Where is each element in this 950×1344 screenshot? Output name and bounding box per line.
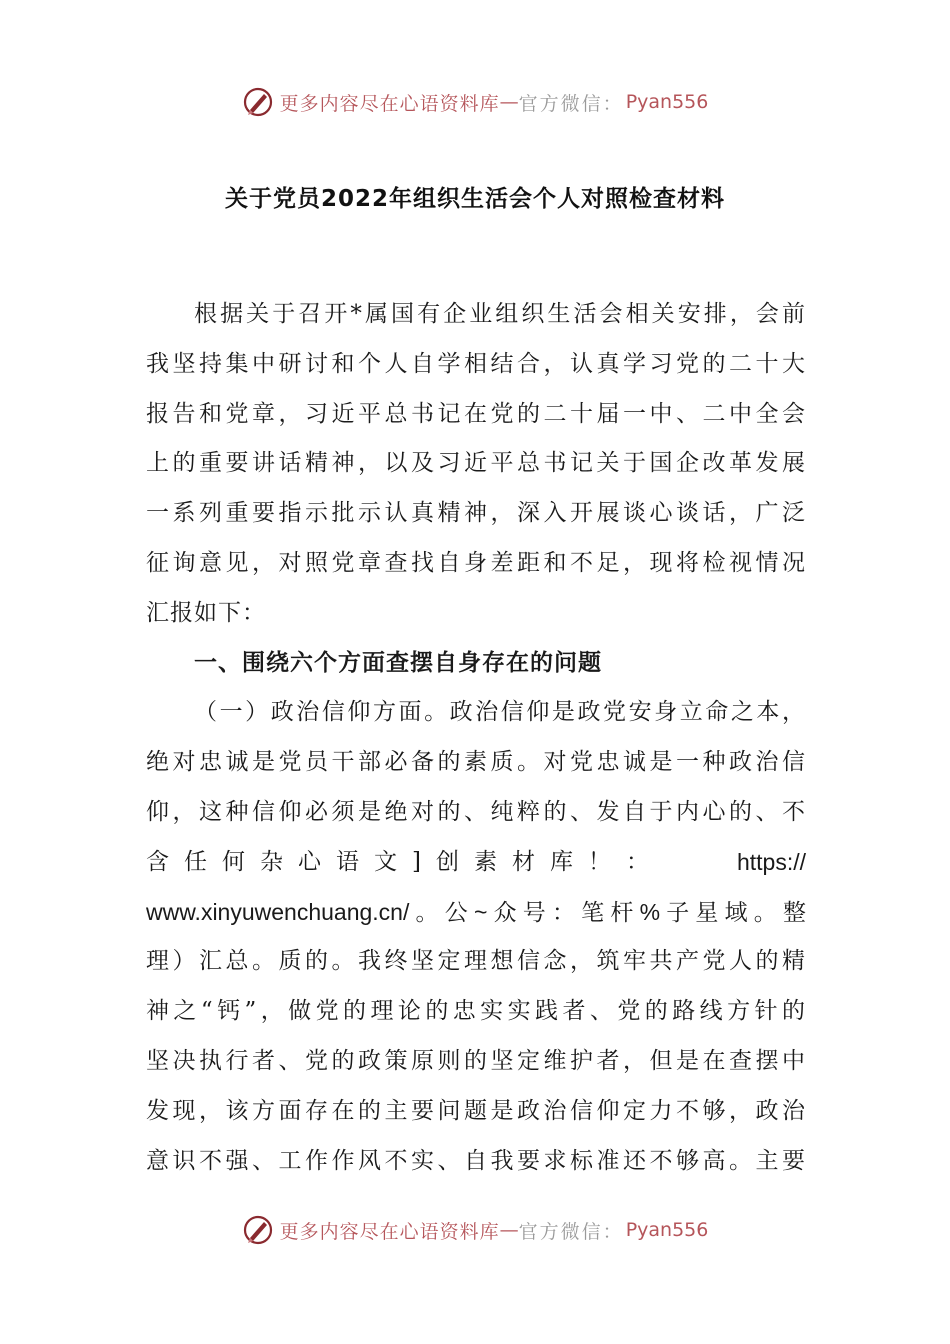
- header-banner: [0, 82, 950, 122]
- text-line: 理）汇总。质的。我终坚定理想信念，筑牢共产党人的精: [146, 948, 806, 975]
- document-title: 关于党员2022年组织生活会个人对照检查材料: [224, 186, 725, 212]
- banner-wechat-id: Pyan556: [625, 91, 709, 113]
- text-line: 征询意见，对照党章查找自身差距和不足，现将检视情况: [146, 549, 806, 576]
- url-fragment: https://: [736, 848, 806, 875]
- footer-banner: [0, 1210, 950, 1250]
- banner-wechat-id: Pyan556: [625, 1219, 709, 1241]
- pen-logo-icon: [242, 1214, 274, 1246]
- banner-brand-text: 更多内容尽在心语资料库: [279, 1220, 500, 1243]
- text-line: 报告和党章，习近平总书记在党的二十届一中、二中全会: [146, 400, 806, 427]
- text-line: 汇报如下：: [146, 599, 266, 626]
- pen-logo-icon: [242, 86, 274, 118]
- banner-official-label: 官方微信：: [518, 1220, 624, 1243]
- text-line: www.xinyuwenchuang.cn/。公~众号：笔杆%子星域。整: [146, 898, 806, 925]
- banner-official-label: 官方微信：: [518, 92, 624, 115]
- text-line: 意识不强、工作作风不实、自我要求标准还不够高。主要: [146, 1147, 806, 1174]
- text-line: 绝对忠诚是党员干部必备的素质。对党忠诚是一种政治信: [146, 749, 806, 776]
- text-line-segment: 含任何杂心语文]创素材库！：: [146, 848, 664, 875]
- text-line: 一系列重要指示批示认真精神，深入开展谈心谈话，广泛: [146, 500, 806, 527]
- text-line: 根据关于召开*属国有企业组织生活会相关安排，会前: [194, 301, 806, 327]
- banner-brand-text: 更多内容尽在心语资料库: [279, 92, 500, 115]
- text-line: 我坚持集中研讨和个人自学相结合，认真学习党的二十大: [146, 350, 806, 377]
- text-line: 坚决执行者、党的政策原则的坚定维护者，但是在查摆中: [146, 1047, 806, 1074]
- section-heading: 一、围绕六个方面查摆自身存在的问题: [194, 649, 602, 676]
- document-body: [146, 290, 806, 1186]
- text-line: 发现，该方面存在的主要问题是政治信仰定力不够，政治: [146, 1097, 806, 1124]
- text-line: （一）政治信仰方面。政治信仰是政党安身立命之本，: [194, 699, 806, 726]
- banner-dash: —: [499, 91, 519, 113]
- text-line: 上的重要讲话精神，以及习近平总书记关于国企改革发展: [146, 450, 806, 477]
- text-line: [146, 838, 806, 888]
- banner-dash: —: [499, 1219, 519, 1241]
- text-line: 仰，这种信仰必须是绝对的、纯粹的、发自于内心的、不: [146, 798, 806, 825]
- text-line: 神之“钙”，做党的理论的忠实实践者、党的路线方针的: [146, 998, 806, 1025]
